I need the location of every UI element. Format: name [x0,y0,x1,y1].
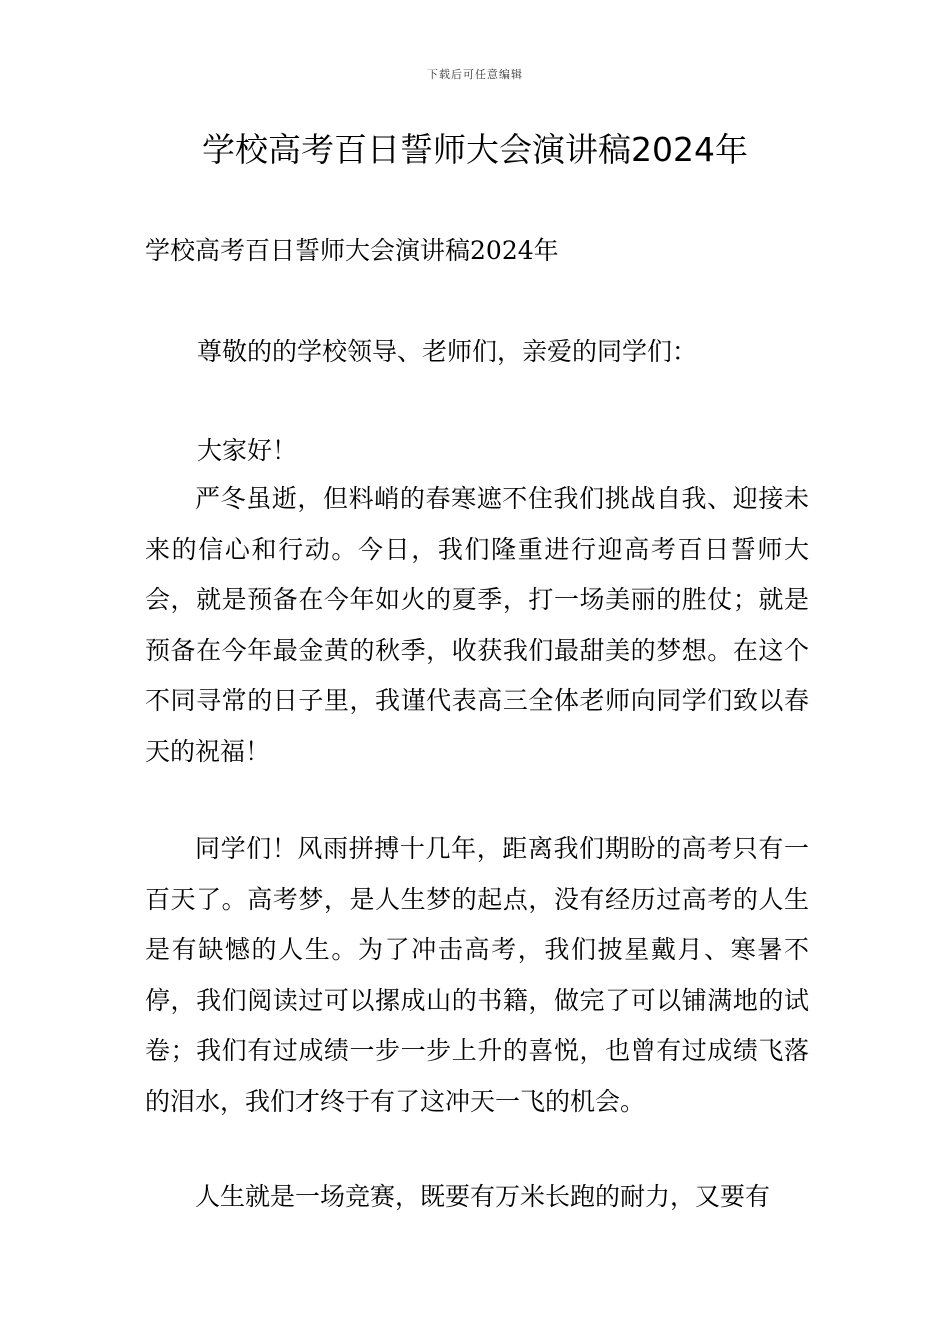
document-subtitle: 学校高考百日誓师大会演讲稿2024年 [145,236,559,265]
paragraph: 人生就是一场竞赛，既要有万米长跑的耐力，又要有 [195,1182,771,1211]
document-title: 学校高考百日誓师大会演讲稿2024年 [202,130,748,169]
paragraph: 严冬虽逝，但料峭的春寒遮不住我们挑战自我、迎接未来的信心和行动。今日，我们隆重进行迎高考百日誓师大会，就是预备在今年如火的夏季，打一场美丽的胜仗；就是预备在今年最金黄的秋季，收获我们最甜美的梦想。在这个不同寻常的日子里，我谨代表高三全体老师向同学们致以春天的祝福！ [145,484,809,766]
paragraph: 同学们！风雨拼搏十几年，距离我们期盼的高考只有一百天了。高考梦，是人生梦的起点，没有经历过高考的人生是有缺憾的人生。为了冲击高考，我们披星戴月、寒暑不停，我们阅读过可以摞成山的书籍，做完了可以铺满地的试卷；我们有过成绩一步一步上升的喜悦，也曾有过成绩飞落的泪水，我们才终于有了这冲天一飞的机会。 [145,834,809,1116]
hello-line: 大家好！ [197,436,298,465]
header-note: 下载后可任意编辑 [427,68,523,81]
greeting-line: 尊敬的的学校领导、老师们，亲爱的同学们： [197,337,698,366]
